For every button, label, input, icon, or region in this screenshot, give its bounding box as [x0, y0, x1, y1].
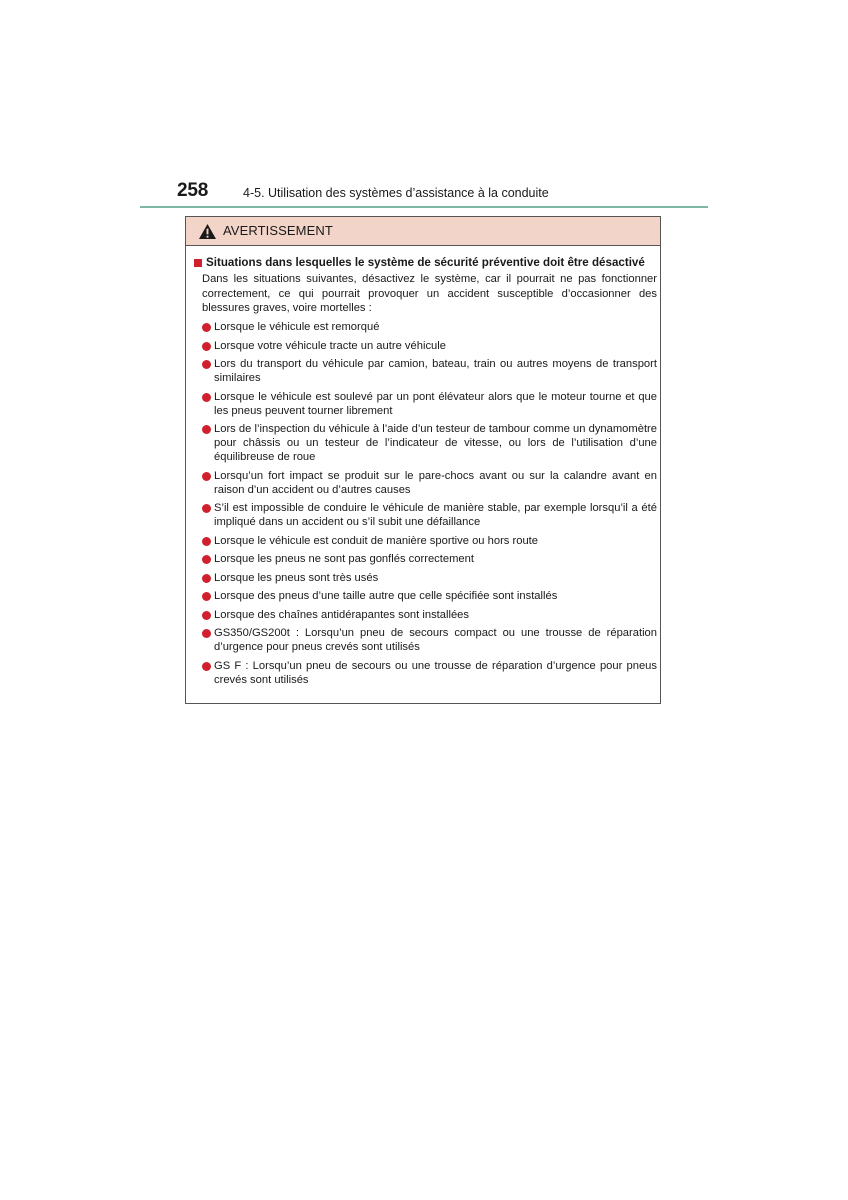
warning-box	[185, 216, 661, 704]
list-item	[202, 626, 657, 654]
situation-list	[202, 320, 657, 687]
bullet-dot-icon	[202, 555, 211, 564]
list-item	[202, 339, 657, 353]
list-item-text: Lorsque des pneus d’une taille autre que celle spécifiée sont installés	[214, 590, 558, 602]
bullet-dot-icon	[202, 662, 211, 671]
list-item-text: Lorsque le véhicule est remorqué	[214, 321, 380, 333]
warning-triangle-icon	[198, 223, 217, 240]
page-number: 258	[177, 180, 209, 201]
warning-intro: Dans les situations suivantes, désactivez le système, car il pourrait ne pas fonctionner correctement, ce qui pourrait provoquer un accident susceptible d’occasionner des blessures graves, voire mortelles :	[202, 273, 657, 314]
list-item	[202, 589, 657, 603]
list-item-text: Lorsque le véhicule est soulevé par un pont élévateur alors que le moteur tourne et que les pneus peuvent tourner librement	[214, 390, 657, 417]
bullet-dot-icon	[202, 393, 211, 402]
warning-header	[186, 217, 660, 246]
list-item	[202, 469, 657, 497]
page-header	[140, 178, 708, 208]
list-item-text: Lors du transport du véhicule par camion, bateau, train ou autres moyens de transport similaires	[214, 358, 657, 384]
list-item	[202, 552, 657, 566]
list-item	[202, 501, 657, 529]
list-item	[202, 422, 657, 464]
header-divider	[140, 206, 708, 208]
list-item	[202, 608, 657, 622]
list-item-text: GS F : Lorsqu’un pneu de secours ou une trousse de réparation d’urgence pour pneus crevés sont utilisés	[214, 659, 657, 686]
list-item-text: Lorsque les pneus ne sont pas gonflés correctement	[214, 553, 474, 565]
list-item-text: Lors de l’inspection du véhicule à l’aide d’un testeur de tambour comme un dynamomètre pour châssis ou un testeur de l’indicateur de vitesse, ou lors de l’utilisation d’une équilibreuse de roue	[214, 423, 657, 463]
bullet-dot-icon	[202, 472, 211, 481]
warning-subheading	[190, 255, 660, 270]
square-bullet-icon	[194, 259, 202, 267]
bullet-dot-icon	[202, 592, 211, 601]
warning-body	[186, 255, 660, 687]
list-item-text: Lorsque les pneus sont très usés	[214, 571, 379, 584]
list-item	[202, 320, 657, 334]
list-item	[202, 571, 657, 585]
bullet-dot-icon	[202, 629, 211, 638]
warning-subheading-text: Situations dans lesquelles le système de sécurité préventive doit être désactivé	[206, 256, 645, 269]
list-item-text: Lorsque le véhicule est conduit de manière sportive ou hors route	[214, 534, 539, 547]
list-item	[202, 390, 657, 418]
bullet-dot-icon	[202, 342, 211, 351]
list-item-text: S’il est impossible de conduire le véhicule de manière stable, par exemple lorsqu’il a été impliqué dans un accident ou s’il subit une défaillance	[214, 502, 657, 528]
bullet-dot-icon	[202, 323, 211, 332]
bullet-dot-icon	[202, 611, 211, 620]
bullet-dot-icon	[202, 574, 211, 583]
list-item-text: GS350/GS200t : Lorsqu’un pneu de secours compact ou une trousse de réparation d’urgence pour pneus crevés sont utilisés	[214, 627, 657, 653]
warning-title: AVERTISSEMENT	[223, 223, 333, 238]
list-item	[202, 357, 657, 385]
list-item	[202, 659, 657, 687]
section-title: 4-5. Utilisation des systèmes d’assistance à la conduite	[243, 186, 549, 200]
list-item-text: Lorsque votre véhicule tracte un autre véhicule	[214, 339, 446, 352]
bullet-dot-icon	[202, 425, 211, 434]
bullet-dot-icon	[202, 504, 211, 513]
bullet-dot-icon	[202, 360, 211, 369]
list-item	[202, 534, 657, 548]
list-item-text: Lorsqu’un fort impact se produit sur le pare-chocs avant ou sur la calandre avant en raison d’un accident ou d’autres causes	[214, 469, 657, 496]
bullet-dot-icon	[202, 537, 211, 546]
list-item-text: Lorsque des chaînes antidérapantes sont installées	[214, 608, 469, 621]
